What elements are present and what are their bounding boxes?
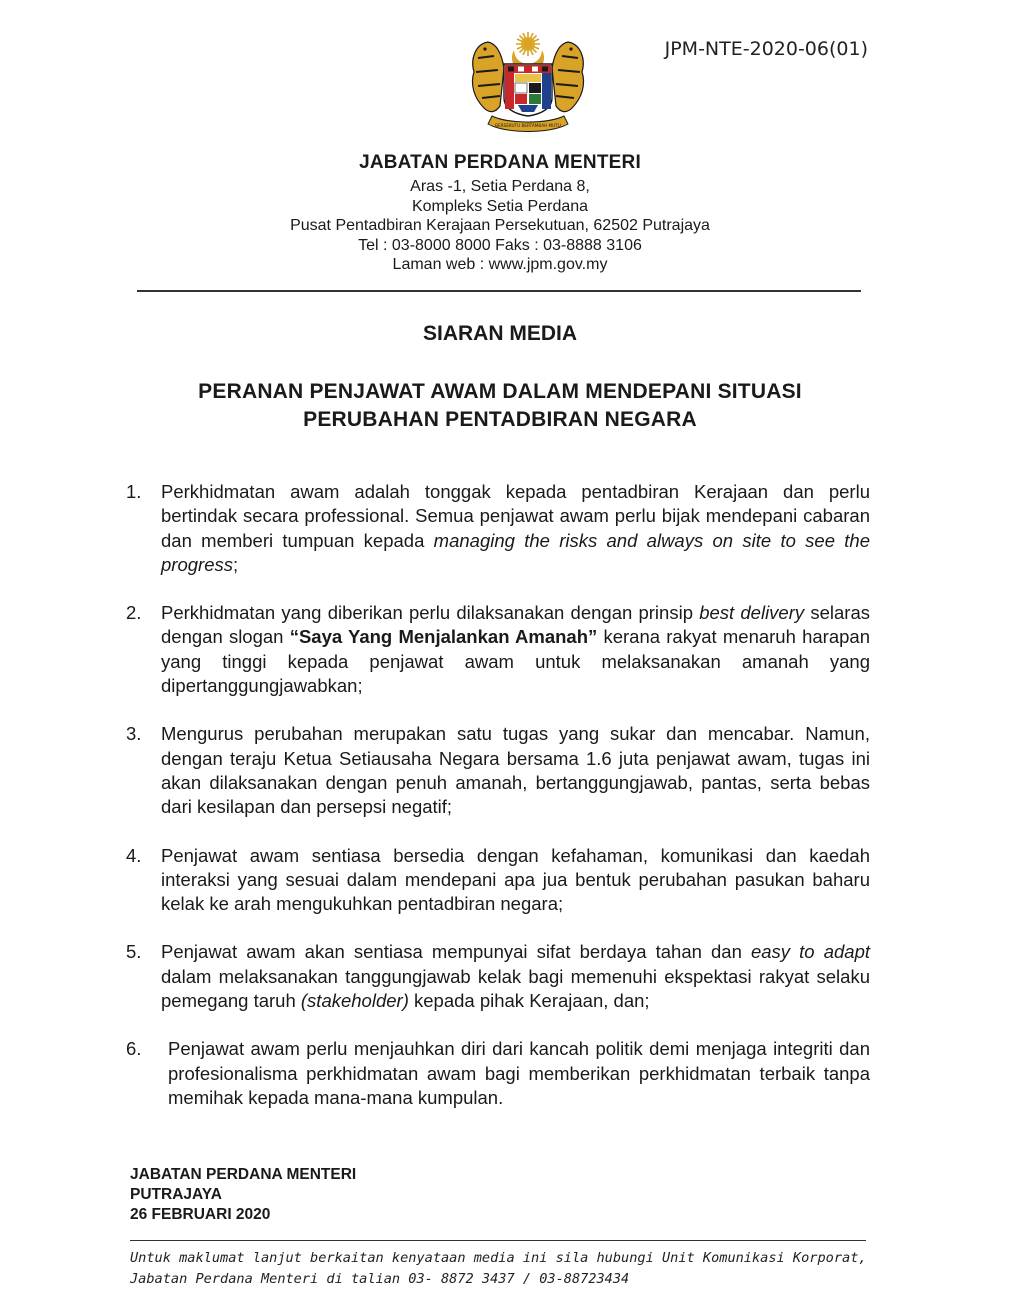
statement-point <box>126 722 870 819</box>
address-line: Aras -1, Setia Perdana 8, <box>410 178 590 195</box>
letterhead <box>0 152 1000 275</box>
signature-block <box>130 1165 356 1225</box>
point-text-segment: (stakeholder) <box>300 990 409 1012</box>
point-number: 4. <box>126 844 142 866</box>
point-text <box>161 844 870 917</box>
point-text-segment: easy to adapt <box>750 941 870 963</box>
reference-number: JPM-NTE-2020-06(01) <box>664 38 868 60</box>
signature-date: 26 FEBRUARI 2020 <box>130 1206 271 1223</box>
left-tiger-supporter <box>472 42 504 112</box>
statement-points-list <box>126 480 870 1134</box>
point-number: 3. <box>126 723 142 745</box>
point-text-segment: ; <box>232 553 239 575</box>
point-text-segment: Perkhidmatan awam adalah tonggak kepada pentadbiran Kerajaan dan perlu bertindak secara professional. Semua penjawat awam perlu bijak mendepani cabaran dan memberi tumpuan kepada <box>161 481 870 551</box>
point-text-segment: “Saya Yang Menjalankan Amanah” <box>289 626 598 648</box>
phone-fax-line: Tel : 03-8000 8000 Faks : 03-8888 3106 <box>358 236 642 254</box>
statement-point <box>126 940 870 1013</box>
point-text <box>161 940 870 1013</box>
point-number: 2. <box>126 602 142 624</box>
document-title <box>0 378 1000 434</box>
point-text-segment: selaras dengan slogan <box>161 602 870 648</box>
point-text-segment: dalam melaksanakan tanggungjawab kelak bagi memenuhi ekspektasi rakyat selaku pemegang taruh <box>161 965 870 1012</box>
statement-point <box>126 844 870 917</box>
letterhead-divider <box>137 290 861 292</box>
footnote-line-2: Jabatan Perdana Menteri di talian 03- 8872 3437 / 03-88723434 <box>130 1271 630 1287</box>
statement-point <box>126 480 870 577</box>
statement-point <box>126 601 870 698</box>
address-line: Kompleks Setia Perdana <box>411 197 589 215</box>
point-number: 6. <box>126 1038 142 1060</box>
crest-shield <box>504 64 552 116</box>
point-text <box>161 722 870 819</box>
point-text-segment: Penjawat awam perlu menjauhkan diri dari kancah politik demi menjaga integriti dan profesionalisma perkhidmatan awam bagi memberikan perkhidmatan terbaik tanpa memihak kepada mana-mana kumpulan. <box>168 1038 870 1108</box>
right-tiger-supporter <box>552 42 584 112</box>
statement-point <box>126 1037 870 1110</box>
point-number: 5. <box>126 941 142 963</box>
point-text-segment: kerana rakyat menaruh harapan yang tinggi kepada penjawat awam untuk melaksanakan amanah yang dipertanggungjawabkan; <box>161 626 870 697</box>
coat-of-arms-emblem <box>458 28 598 138</box>
footnote-line-1: Untuk maklumat lanjut berkaitan kenyataan media ini sila hubungi Unit Komunikasi Korporat, <box>130 1250 867 1266</box>
star-shape <box>516 32 540 56</box>
signature-org: JABATAN PERDANA MENTERI <box>130 1166 357 1183</box>
point-text-segment: managing the risks and always on site to see the progress <box>161 529 870 575</box>
address-line: Pusat Pentadbiran Kerajaan Persekutuan, 62502 Putrajaya <box>290 217 710 234</box>
title-line-2: PERUBAHAN PENTADBIRAN NEGARA <box>303 408 697 431</box>
contact-footnote <box>130 1248 890 1290</box>
website-line: Laman web : www.jpm.gov.my <box>392 256 608 273</box>
point-text <box>161 480 870 577</box>
point-text-segment: Perkhidmatan yang diberikan perlu dilaksanakan dengan prinsip <box>161 602 700 624</box>
signature-place: PUTRAJAYA <box>130 1186 222 1203</box>
point-text-segment: Penjawat awam sentiasa bersedia dengan kefahaman, komunikasi dan kaedah interaksi yang sesuai dalam mendepani apa jua bentuk perubahan pasukan baharu kelak ke arah mengukuhkan pentadbiran negara; <box>161 844 870 915</box>
point-text-segment: best delivery <box>699 602 805 624</box>
point-number: 1. <box>126 481 142 502</box>
point-text-segment: kepada pihak Kerajaan, dan; <box>408 990 650 1012</box>
point-text <box>168 1037 870 1110</box>
point-text <box>161 601 870 698</box>
document-type-heading: SIARAN MEDIA <box>422 322 577 345</box>
footnote-divider <box>130 1240 866 1241</box>
org-name: JABATAN PERDANA MENTERI <box>359 152 641 173</box>
point-text-segment: Mengurus perubahan merupakan satu tugas yang sukar dan mencabar. Namun, dengan teraju Ketua Setiausaha Negara bersama 1.6 juta penjawat awam, tugas ini akan dilaksanakan dengan penuh amanah, bertanggungjawab, pantas, serta bebas dari kesilapan dan persepsi negatif; <box>161 723 870 818</box>
crest-motto-text: BERSEKUTU BERTAMBAH MUTU <box>495 123 561 128</box>
title-line-1: PERANAN PENJAWAT AWAM DALAM MENDEPANI SITUASI <box>198 380 802 403</box>
point-text-segment: Penjawat awam akan sentiasa mempunyai sifat berdaya tahan dan <box>161 941 751 963</box>
